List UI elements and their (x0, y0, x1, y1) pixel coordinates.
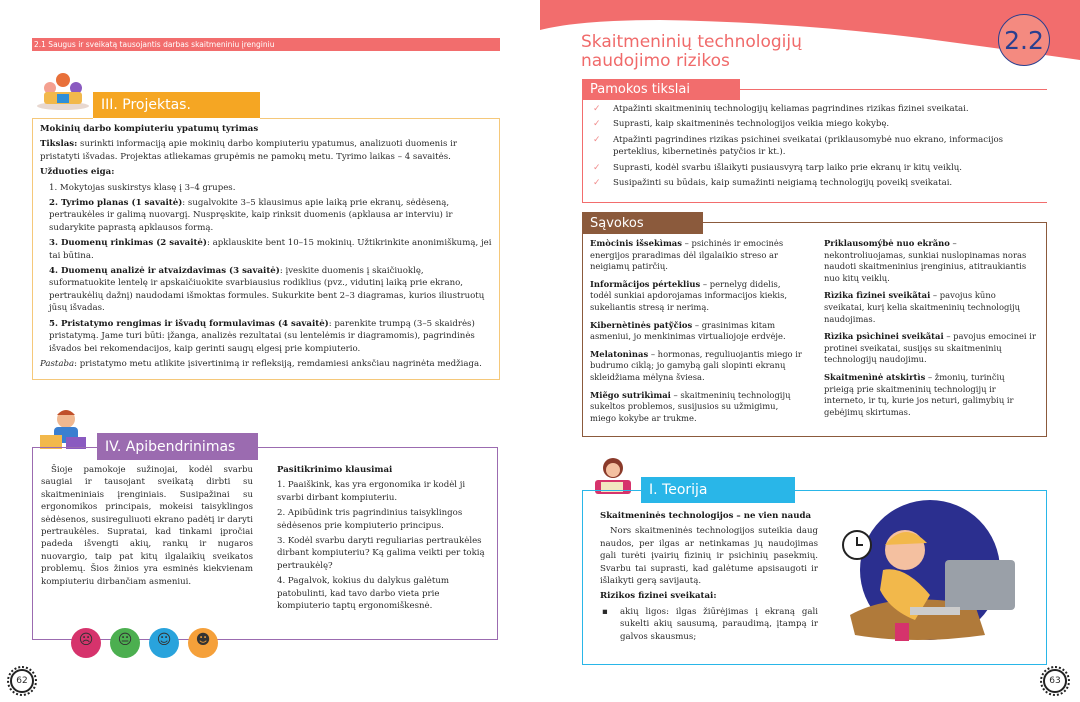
theory-subtitle: Rizikos fizinei sveikatai: (600, 591, 717, 602)
concept: Rìzika fìzinei sveikãtai – pavojus kūno sveikatai, kurį kelia skaitmeninių technologijų naudojimas. (824, 290, 1021, 324)
concept: Rìzika psìchinei sveikãtai – pavojus emocinei ir protinei sveikatai, susijęs su skaitmeninių technologijų naudojimu. (824, 331, 1036, 365)
concept: Informãcijos pérteklius – pernelyg didelis, todėl sunkiai apdorojamas informacijos kiekis, sukeliantis stresą ir nerimą. (590, 278, 788, 312)
neutral-face-icon[interactable]: 😐 (110, 628, 140, 658)
mood-faces (71, 628, 253, 662)
concept: Emòcinis išsekìmas – psichinės ir emocinės energijos praradimas dėl ilgalaikio streso ar neigiamų patirčių. (590, 238, 784, 272)
summary-heading: IV. Apibendrinimas (97, 433, 258, 460)
question: 2. Apibūdink tris pagrindinius taisyklingos sėdėsenos prie kompiuterio principus. (277, 508, 463, 531)
lesson-badge: 2.2 (998, 14, 1050, 66)
project-title: Mokinių darbo kompiuteriu ypatumų tyrimas (40, 124, 259, 134)
project-heading: III. Projektas. (93, 92, 260, 118)
goal-item: ✓ Susipažinti su būdais, kaip sumažinti neigiamą technologijų poveikį sveikatai. (583, 177, 1037, 189)
smile-face-icon[interactable]: ☺ (149, 628, 179, 658)
question: 4. Pagalvok, kokius du dalykus galėtum patobulinti, kad tavo darbo vieta prie kompiuterio taptų ergonomiškesnė. (277, 576, 450, 612)
project-steps (40, 182, 492, 355)
concepts-box (582, 222, 1047, 437)
step: 4. Duomenų analizė ir atvaizdavimas (3 savaitė): įveskite duomenis į skaičiuoklę, suformatuokite lentelę ir apskaičiuokite svarbiausius rodiklius (pvz., vidutinį laiką prie ekrano, pertraukėlių dažnį) naudodami išmoktas formules. Sukurkite bent 2–3 diagramas, kurios iliustruotų jūsų išvadas. (49, 266, 485, 314)
lesson-title: Skaitmeninių technologijų naudojimo rizikos (581, 32, 802, 71)
theory-title: Skaitmeninės technologijos – ne vien nauda (600, 511, 812, 521)
goal-item: ✓ Suprasti, kaip skaitmeninės technologijos veikia miego kokybę. (583, 118, 1037, 130)
project-box (32, 118, 500, 380)
sad-face-icon[interactable]: ☹ (71, 628, 101, 658)
concept: Kibernètinės patỹčios – grasinimas kitam asmeniui, jo menkinimas virtualiojoje erdvėje. (590, 319, 786, 342)
goal-item: ✓ Atpažinti pagrindines rizikas psichinei sveikatai (priklausomybė nuo ekrano, informacijos perteklius, kibernetinės patyčios ir kt.). (583, 134, 1037, 159)
step: 3. Duomenų rinkimas (2 savaitė): apklauskite bent 10–15 mokinių. Užtikrinkite anonimiškumą, jei tai būtina. (49, 238, 492, 261)
concept: Miẽgo sutrikìmai – skaitmeninių technologijų sukeltos problemos, susijusios su užmigimu, miego kokybe ar trukme. (590, 389, 791, 423)
step: 1. Mokytojas suskirstys klasę į 3–4 grupes. (49, 182, 236, 193)
concept: Priklausomýbė nuo ekrãno – nekontroliuojamas, sunkiai nuslopinamas noras naudoti skaitmeninius įrenginius, atitraukiantis nuo kitų veiklų. (824, 238, 1027, 283)
tired-user-illustration (835, 495, 1035, 655)
concepts-heading: Sąvokos (582, 212, 703, 234)
concept: Melatonìnas – hormonas, reguliuojantis miego ir budrumo ciklą; jo gamybą gali slopinti ekranų skleidžiama mėlyna šviesa. (590, 348, 802, 382)
page-number-left: 62 (10, 669, 34, 693)
question: 3. Kodėl svarbu daryti reguliarias pertraukėles dirbant kompiuteriu? Ką galima veikti per tokią pertraukėlę? (277, 536, 485, 571)
goal-item: ✓ Atpažinti skaitmeninių technologijų keliamas pagrindines rizikas fizinei sveikatai. (583, 103, 1037, 115)
summary-text: Šioje pamokoje sužinojai, kodėl svarbu saugiai ir tausojant sveikatą dirbti su skaitmeniniais įrenginiais. Susipažinai su ergonomikos principais, mokeisi taisyklingos sėdėsenos, susireguliuoti ekrano padėtį ir daryti pertraukėles. Supratai, kad tinkami įpročiai padeda išvengti akių, rankų ir nugaros nuovargio, taip pat kitų ilgalaikių sveikatos problemų. Šios žinios yra esminės kiekvienam kompiuteriu dirbančiam asmeniui. (41, 465, 253, 587)
steps-label: Užduoties eiga: (40, 167, 115, 178)
theory-heading: I. Teorija (641, 477, 795, 503)
laugh-face-icon[interactable]: ☻ (188, 628, 218, 658)
project-goal: Tikslas: surinkti informaciją apie mokinių darbo kompiuteriu ypatumus, analizuoti duomenis ir pristatyti išvadas. Projektas atliekamas grupėmis ne pamokų metu. Tyrimo laikas – 4 savaitės. (40, 139, 457, 162)
student-laptop-illustration (36, 405, 92, 453)
summary-box (32, 447, 498, 649)
page-number-right: 63 (1043, 669, 1067, 693)
theory-bullet: ▪ akių ligos: ilgas žiūrėjimas į ekraną gali sukelti akių sausumą, paraudimą, įtampą ir galvos skausmus; (602, 606, 818, 642)
step: 5. Pristatymo rengimas ir išvadų formulavimas (4 savaitė): parenkite trumpą (3–5 skaidrės) pristatymą. Jame turi būti: įžanga, analizės rezultatai (su lentelėmis ir diagramomis), pagrindinės išvados bei rekomendacijos, kaip gerinti saugų elgesį prie kompiuterio. (49, 318, 475, 354)
step: 2. Tyrimo planas (1 savaitė): sugalvokite 3–5 klausimus apie laiką prie ekranų, sėdėseną, pertraukėles ir galimą nuovargį. Nuspręskite, kaip rinksit duomenis (apklausa ar interviu) ir sudarykite paprastą apklausos formą. (49, 198, 453, 233)
goals-box (582, 89, 1047, 203)
question: 1. Paaiškink, kas yra ergonomika ir kodėl ji svarbi dirbant kompiuteriu. (277, 480, 466, 503)
goal-item: ✓ Suprasti, kodėl svarbu išlaikyti pusiausvyrą tarp laiko prie ekranų ir kitų veiklų. (583, 162, 1037, 174)
theory-text: Nors skaitmeninės technologijos suteikia daug naudos, per ilgas ar netinkamas jų naudojimas gali turėti įvairių fizinių ir psichinių pasekmių. Svarbu tai suprasti, kad galėtume apsisaugoti ir išlaikyti gerą savijautą. (600, 526, 818, 587)
goals-heading: Pamokos tikslai (582, 79, 740, 100)
students-illustration (36, 66, 90, 110)
project-note: Pastaba: pristatymo metu atlikite įsivertinimą ir refleksiją, remdamiesi anksčiau nagrinėta medžiaga. (40, 358, 482, 369)
chapter-header: 2.1 Saugus ir sveikatą tausojantis darbas skaitmeniniu įrenginiu (32, 38, 500, 51)
concept: Skaitmenìnė atskirtìs – žmonių, turinčių prieigą prie skaitmeninių technologijų ir interneto, ir tų, kurie jos neturi, galimybių ir gebėjimų skirtumas. (824, 371, 1014, 417)
questions-title: Pasitikrinimo klausimai (277, 465, 393, 475)
